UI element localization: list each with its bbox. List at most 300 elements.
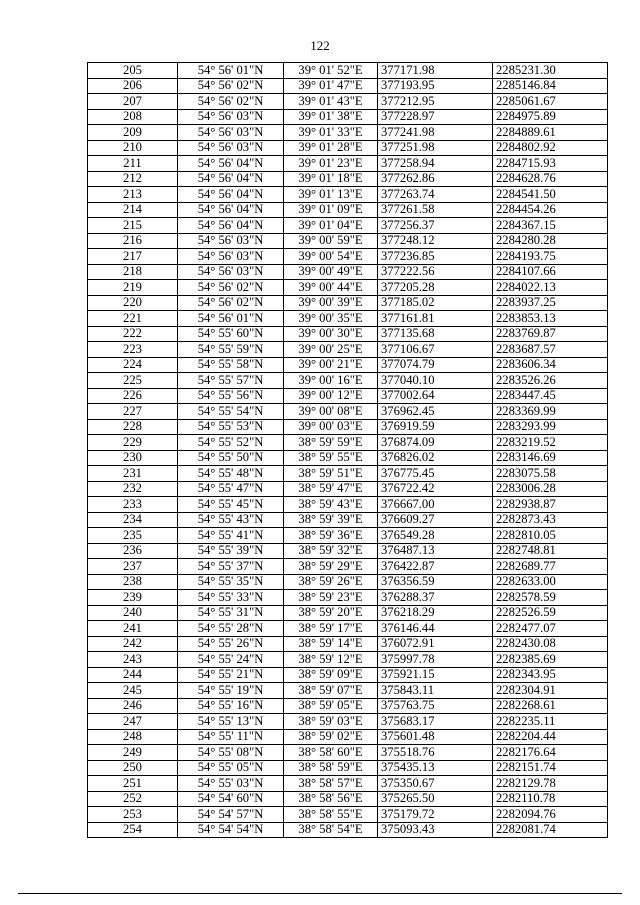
point-number-cell: 230: [88, 450, 178, 466]
table-row: [88, 729, 608, 745]
longitude-cell: 39° 01' 38"E: [284, 109, 378, 125]
x-coordinate-cell: 376072.91: [378, 636, 493, 652]
table-row: [88, 202, 608, 218]
y-coordinate-cell: 2284367.15: [493, 218, 608, 234]
point-number-cell: 227: [88, 404, 178, 420]
table-row: [88, 187, 608, 203]
latitude-cell: 54° 55' 58"N: [178, 357, 284, 373]
point-number-cell: 244: [88, 667, 178, 683]
x-coordinate-cell: 376218.29: [378, 605, 493, 621]
longitude-cell: 38° 58' 59"E: [284, 760, 378, 776]
longitude-cell: 38° 59' 20"E: [284, 605, 378, 621]
x-coordinate-cell: 375683.17: [378, 714, 493, 730]
bottom-rule: [18, 893, 622, 894]
longitude-cell: 39° 01' 13"E: [284, 187, 378, 203]
y-coordinate-cell: 2283853.13: [493, 311, 608, 327]
table-row: [88, 342, 608, 358]
table-row: [88, 218, 608, 234]
latitude-cell: 54° 56' 03"N: [178, 233, 284, 249]
longitude-cell: 38° 59' 51"E: [284, 466, 378, 482]
longitude-cell: 39° 01' 23"E: [284, 156, 378, 172]
x-coordinate-cell: 375997.78: [378, 652, 493, 668]
point-number-cell: 243: [88, 652, 178, 668]
longitude-cell: 39° 00' 44"E: [284, 280, 378, 296]
table-row: [88, 404, 608, 420]
point-number-cell: 252: [88, 791, 178, 807]
table-row: [88, 776, 608, 792]
latitude-cell: 54° 55' 52"N: [178, 435, 284, 451]
point-number-cell: 224: [88, 357, 178, 373]
table-row: [88, 559, 608, 575]
point-number-cell: 241: [88, 621, 178, 637]
longitude-cell: 39° 00' 54"E: [284, 249, 378, 265]
table-row: [88, 497, 608, 513]
point-number-cell: 254: [88, 822, 178, 838]
table-row: [88, 652, 608, 668]
table-row: [88, 295, 608, 311]
x-coordinate-cell: 376288.37: [378, 590, 493, 606]
longitude-cell: 39° 01' 18"E: [284, 171, 378, 187]
table-row: [88, 311, 608, 327]
x-coordinate-cell: 376722.42: [378, 481, 493, 497]
y-coordinate-cell: 2282689.77: [493, 559, 608, 575]
table-row: [88, 357, 608, 373]
table-row: [88, 373, 608, 389]
y-coordinate-cell: 2285231.30: [493, 63, 608, 79]
y-coordinate-cell: 2283006.28: [493, 481, 608, 497]
x-coordinate-cell: 376549.28: [378, 528, 493, 544]
longitude-cell: 39° 00' 03"E: [284, 419, 378, 435]
x-coordinate-cell: 376422.87: [378, 559, 493, 575]
latitude-cell: 54° 56' 04"N: [178, 202, 284, 218]
table-row: [88, 109, 608, 125]
table-row: [88, 822, 608, 838]
y-coordinate-cell: 2282385.69: [493, 652, 608, 668]
latitude-cell: 54° 55' 47"N: [178, 481, 284, 497]
latitude-cell: 54° 55' 24"N: [178, 652, 284, 668]
point-number-cell: 216: [88, 233, 178, 249]
longitude-cell: 38° 58' 56"E: [284, 791, 378, 807]
latitude-cell: 54° 54' 54"N: [178, 822, 284, 838]
y-coordinate-cell: 2283687.57: [493, 342, 608, 358]
longitude-cell: 38° 58' 54"E: [284, 822, 378, 838]
y-coordinate-cell: 2282110.78: [493, 791, 608, 807]
x-coordinate-cell: 377212.95: [378, 94, 493, 110]
table-row: [88, 512, 608, 528]
longitude-cell: 39° 00' 49"E: [284, 264, 378, 280]
point-number-cell: 240: [88, 605, 178, 621]
table-row: [88, 605, 608, 621]
point-number-cell: 247: [88, 714, 178, 730]
latitude-cell: 54° 56' 04"N: [178, 187, 284, 203]
y-coordinate-cell: 2283447.45: [493, 388, 608, 404]
x-coordinate-cell: 377251.98: [378, 140, 493, 156]
table-row: [88, 233, 608, 249]
y-coordinate-cell: 2282748.81: [493, 543, 608, 559]
y-coordinate-cell: 2282268.61: [493, 698, 608, 714]
point-number-cell: 218: [88, 264, 178, 280]
latitude-cell: 54° 55' 19"N: [178, 683, 284, 699]
y-coordinate-cell: 2282477.07: [493, 621, 608, 637]
point-number-cell: 239: [88, 590, 178, 606]
y-coordinate-cell: 2285146.84: [493, 78, 608, 94]
latitude-cell: 54° 55' 43"N: [178, 512, 284, 528]
y-coordinate-cell: 2283293.99: [493, 419, 608, 435]
y-coordinate-cell: 2283219.52: [493, 435, 608, 451]
latitude-cell: 54° 56' 04"N: [178, 156, 284, 172]
x-coordinate-cell: 377262.86: [378, 171, 493, 187]
latitude-cell: 54° 56' 03"N: [178, 125, 284, 141]
latitude-cell: 54° 55' 11"N: [178, 729, 284, 745]
point-number-cell: 232: [88, 481, 178, 497]
longitude-cell: 39° 00' 12"E: [284, 388, 378, 404]
x-coordinate-cell: 377074.79: [378, 357, 493, 373]
x-coordinate-cell: 377256.37: [378, 218, 493, 234]
point-number-cell: 238: [88, 574, 178, 590]
x-coordinate-cell: 377185.02: [378, 295, 493, 311]
latitude-cell: 54° 55' 54"N: [178, 404, 284, 420]
table-row: [88, 466, 608, 482]
table-row: [88, 450, 608, 466]
latitude-cell: 54° 56' 04"N: [178, 171, 284, 187]
longitude-cell: 38° 59' 02"E: [284, 729, 378, 745]
longitude-cell: 38° 59' 32"E: [284, 543, 378, 559]
point-number-cell: 225: [88, 373, 178, 389]
longitude-cell: 39° 01' 43"E: [284, 94, 378, 110]
x-coordinate-cell: 377248.12: [378, 233, 493, 249]
latitude-cell: 54° 55' 39"N: [178, 543, 284, 559]
y-coordinate-cell: 2282151.74: [493, 760, 608, 776]
x-coordinate-cell: 377261.58: [378, 202, 493, 218]
latitude-cell: 54° 55' 37"N: [178, 559, 284, 575]
y-coordinate-cell: 2282633.00: [493, 574, 608, 590]
x-coordinate-cell: 377002.64: [378, 388, 493, 404]
point-number-cell: 246: [88, 698, 178, 714]
longitude-cell: 38° 59' 12"E: [284, 652, 378, 668]
point-number-cell: 215: [88, 218, 178, 234]
table-row: [88, 140, 608, 156]
latitude-cell: 54° 55' 33"N: [178, 590, 284, 606]
table-row: [88, 714, 608, 730]
longitude-cell: 38° 59' 09"E: [284, 667, 378, 683]
y-coordinate-cell: 2282129.78: [493, 776, 608, 792]
table-row: [88, 249, 608, 265]
point-number-cell: 223: [88, 342, 178, 358]
table-row: [88, 543, 608, 559]
latitude-cell: 54° 55' 45"N: [178, 497, 284, 513]
point-number-cell: 208: [88, 109, 178, 125]
x-coordinate-cell: 375093.43: [378, 822, 493, 838]
y-coordinate-cell: 2284975.89: [493, 109, 608, 125]
y-coordinate-cell: 2284541.50: [493, 187, 608, 203]
y-coordinate-cell: 2282176.64: [493, 745, 608, 761]
point-number-cell: 237: [88, 559, 178, 575]
x-coordinate-cell: 377258.94: [378, 156, 493, 172]
x-coordinate-cell: 376667.00: [378, 497, 493, 513]
point-number-cell: 249: [88, 745, 178, 761]
y-coordinate-cell: 2285061.67: [493, 94, 608, 110]
latitude-cell: 54° 55' 35"N: [178, 574, 284, 590]
latitude-cell: 54° 56' 01"N: [178, 63, 284, 79]
longitude-cell: 38° 59' 43"E: [284, 497, 378, 513]
table-row: [88, 621, 608, 637]
x-coordinate-cell: 377228.97: [378, 109, 493, 125]
point-number-cell: 242: [88, 636, 178, 652]
table-row: [88, 590, 608, 606]
x-coordinate-cell: 375763.75: [378, 698, 493, 714]
y-coordinate-cell: 2283369.99: [493, 404, 608, 420]
longitude-cell: 39° 01' 04"E: [284, 218, 378, 234]
x-coordinate-cell: 376487.13: [378, 543, 493, 559]
longitude-cell: 39° 00' 21"E: [284, 357, 378, 373]
point-number-cell: 217: [88, 249, 178, 265]
x-coordinate-cell: 376356.59: [378, 574, 493, 590]
table-row: [88, 683, 608, 699]
latitude-cell: 54° 55' 60"N: [178, 326, 284, 342]
longitude-cell: 38° 59' 36"E: [284, 528, 378, 544]
y-coordinate-cell: 2283606.34: [493, 357, 608, 373]
table-row: [88, 264, 608, 280]
y-coordinate-cell: 2284280.28: [493, 233, 608, 249]
table-row: [88, 63, 608, 79]
latitude-cell: 54° 55' 53"N: [178, 419, 284, 435]
latitude-cell: 54° 56' 01"N: [178, 311, 284, 327]
longitude-cell: 39° 00' 59"E: [284, 233, 378, 249]
x-coordinate-cell: 375350.67: [378, 776, 493, 792]
x-coordinate-cell: 377193.95: [378, 78, 493, 94]
latitude-cell: 54° 55' 31"N: [178, 605, 284, 621]
table-row: [88, 125, 608, 141]
longitude-cell: 38° 59' 39"E: [284, 512, 378, 528]
point-number-cell: 248: [88, 729, 178, 745]
latitude-cell: 54° 55' 41"N: [178, 528, 284, 544]
latitude-cell: 54° 56' 02"N: [178, 94, 284, 110]
latitude-cell: 54° 56' 02"N: [178, 280, 284, 296]
y-coordinate-cell: 2284454.26: [493, 202, 608, 218]
point-number-cell: 210: [88, 140, 178, 156]
point-number-cell: 231: [88, 466, 178, 482]
y-coordinate-cell: 2282343.95: [493, 667, 608, 683]
y-coordinate-cell: 2283075.58: [493, 466, 608, 482]
latitude-cell: 54° 55' 26"N: [178, 636, 284, 652]
y-coordinate-cell: 2282873.43: [493, 512, 608, 528]
longitude-cell: 39° 00' 16"E: [284, 373, 378, 389]
latitude-cell: 54° 54' 57"N: [178, 807, 284, 823]
table-row: [88, 636, 608, 652]
point-number-cell: 222: [88, 326, 178, 342]
table-row: [88, 94, 608, 110]
y-coordinate-cell: 2282938.87: [493, 497, 608, 513]
longitude-cell: 38° 59' 17"E: [284, 621, 378, 637]
latitude-cell: 54° 56' 02"N: [178, 78, 284, 94]
point-number-cell: 220: [88, 295, 178, 311]
longitude-cell: 39° 01' 33"E: [284, 125, 378, 141]
y-coordinate-cell: 2282430.08: [493, 636, 608, 652]
latitude-cell: 54° 56' 03"N: [178, 140, 284, 156]
y-coordinate-cell: 2283937.25: [493, 295, 608, 311]
y-coordinate-cell: 2283769.87: [493, 326, 608, 342]
point-number-cell: 207: [88, 94, 178, 110]
coordinates-table-body: [88, 63, 608, 838]
latitude-cell: 54° 56' 03"N: [178, 264, 284, 280]
latitude-cell: 54° 55' 50"N: [178, 450, 284, 466]
latitude-cell: 54° 55' 13"N: [178, 714, 284, 730]
point-number-cell: 219: [88, 280, 178, 296]
table-row: [88, 667, 608, 683]
y-coordinate-cell: 2282235.11: [493, 714, 608, 730]
page-number: 122: [310, 38, 330, 53]
longitude-cell: 38° 58' 57"E: [284, 776, 378, 792]
longitude-cell: 39° 01' 28"E: [284, 140, 378, 156]
point-number-cell: 228: [88, 419, 178, 435]
x-coordinate-cell: 376609.27: [378, 512, 493, 528]
table-row: [88, 388, 608, 404]
y-coordinate-cell: 2284889.61: [493, 125, 608, 141]
latitude-cell: 54° 56' 03"N: [178, 249, 284, 265]
table-row: [88, 760, 608, 776]
latitude-cell: 54° 56' 02"N: [178, 295, 284, 311]
y-coordinate-cell: 2284802.92: [493, 140, 608, 156]
latitude-cell: 54° 55' 05"N: [178, 760, 284, 776]
y-coordinate-cell: 2284628.76: [493, 171, 608, 187]
point-number-cell: 206: [88, 78, 178, 94]
longitude-cell: 38° 58' 55"E: [284, 807, 378, 823]
x-coordinate-cell: 377263.74: [378, 187, 493, 203]
x-coordinate-cell: 375518.76: [378, 745, 493, 761]
table-row: [88, 574, 608, 590]
longitude-cell: 39° 01' 47"E: [284, 78, 378, 94]
table-row: [88, 326, 608, 342]
point-number-cell: 245: [88, 683, 178, 699]
latitude-cell: 54° 55' 21"N: [178, 667, 284, 683]
y-coordinate-cell: 2282526.59: [493, 605, 608, 621]
y-coordinate-cell: 2282081.74: [493, 822, 608, 838]
x-coordinate-cell: 376962.45: [378, 404, 493, 420]
point-number-cell: 251: [88, 776, 178, 792]
point-number-cell: 253: [88, 807, 178, 823]
longitude-cell: 39° 00' 35"E: [284, 311, 378, 327]
longitude-cell: 38° 59' 03"E: [284, 714, 378, 730]
table-row: [88, 807, 608, 823]
y-coordinate-cell: 2284715.93: [493, 156, 608, 172]
point-number-cell: 212: [88, 171, 178, 187]
point-number-cell: 214: [88, 202, 178, 218]
y-coordinate-cell: 2284022.13: [493, 280, 608, 296]
point-number-cell: 250: [88, 760, 178, 776]
x-coordinate-cell: 376919.59: [378, 419, 493, 435]
table-row: [88, 171, 608, 187]
point-number-cell: 236: [88, 543, 178, 559]
y-coordinate-cell: 2284107.66: [493, 264, 608, 280]
table-row: [88, 156, 608, 172]
longitude-cell: 38° 59' 07"E: [284, 683, 378, 699]
x-coordinate-cell: 376775.45: [378, 466, 493, 482]
y-coordinate-cell: 2282810.05: [493, 528, 608, 544]
longitude-cell: 38° 59' 29"E: [284, 559, 378, 575]
latitude-cell: 54° 55' 08"N: [178, 745, 284, 761]
table-row: [88, 419, 608, 435]
table-row: [88, 78, 608, 94]
x-coordinate-cell: 375179.72: [378, 807, 493, 823]
table-row: [88, 791, 608, 807]
longitude-cell: 39° 00' 39"E: [284, 295, 378, 311]
table-row: [88, 280, 608, 296]
x-coordinate-cell: 376874.09: [378, 435, 493, 451]
longitude-cell: 38° 59' 26"E: [284, 574, 378, 590]
point-number-cell: 233: [88, 497, 178, 513]
latitude-cell: 54° 55' 16"N: [178, 698, 284, 714]
point-number-cell: 205: [88, 63, 178, 79]
longitude-cell: 38° 59' 47"E: [284, 481, 378, 497]
table-row: [88, 481, 608, 497]
x-coordinate-cell: 377236.85: [378, 249, 493, 265]
x-coordinate-cell: 377171.98: [378, 63, 493, 79]
y-coordinate-cell: 2282578.59: [493, 590, 608, 606]
coordinates-table: [87, 62, 608, 838]
latitude-cell: 54° 56' 04"N: [178, 218, 284, 234]
latitude-cell: 54° 55' 59"N: [178, 342, 284, 358]
y-coordinate-cell: 2282204.44: [493, 729, 608, 745]
longitude-cell: 38° 58' 60"E: [284, 745, 378, 761]
table-row: [88, 698, 608, 714]
x-coordinate-cell: 377161.81: [378, 311, 493, 327]
x-coordinate-cell: 377040.10: [378, 373, 493, 389]
longitude-cell: 39° 00' 08"E: [284, 404, 378, 420]
point-number-cell: 209: [88, 125, 178, 141]
x-coordinate-cell: 376826.02: [378, 450, 493, 466]
x-coordinate-cell: 377222.56: [378, 264, 493, 280]
latitude-cell: 54° 55' 48"N: [178, 466, 284, 482]
longitude-cell: 39° 00' 30"E: [284, 326, 378, 342]
y-coordinate-cell: 2283146.69: [493, 450, 608, 466]
longitude-cell: 38° 59' 14"E: [284, 636, 378, 652]
y-coordinate-cell: 2282304.91: [493, 683, 608, 699]
y-coordinate-cell: 2283526.26: [493, 373, 608, 389]
latitude-cell: 54° 54' 60"N: [178, 791, 284, 807]
point-number-cell: 213: [88, 187, 178, 203]
latitude-cell: 54° 56' 03"N: [178, 109, 284, 125]
point-number-cell: 229: [88, 435, 178, 451]
longitude-cell: 38° 59' 59"E: [284, 435, 378, 451]
latitude-cell: 54° 55' 56"N: [178, 388, 284, 404]
x-coordinate-cell: 375921.15: [378, 667, 493, 683]
table-row: [88, 435, 608, 451]
longitude-cell: 38° 59' 55"E: [284, 450, 378, 466]
table-row: [88, 745, 608, 761]
x-coordinate-cell: 377106.67: [378, 342, 493, 358]
point-number-cell: 235: [88, 528, 178, 544]
table-row: [88, 528, 608, 544]
longitude-cell: 39° 01' 52"E: [284, 63, 378, 79]
x-coordinate-cell: 377135.68: [378, 326, 493, 342]
point-number-cell: 234: [88, 512, 178, 528]
x-coordinate-cell: 377241.98: [378, 125, 493, 141]
x-coordinate-cell: 375601.48: [378, 729, 493, 745]
x-coordinate-cell: 377205.28: [378, 280, 493, 296]
longitude-cell: 39° 01' 09"E: [284, 202, 378, 218]
longitude-cell: 38° 59' 05"E: [284, 698, 378, 714]
longitude-cell: 38° 59' 23"E: [284, 590, 378, 606]
point-number-cell: 211: [88, 156, 178, 172]
x-coordinate-cell: 376146.44: [378, 621, 493, 637]
x-coordinate-cell: 375265.50: [378, 791, 493, 807]
latitude-cell: 54° 55' 03"N: [178, 776, 284, 792]
point-number-cell: 226: [88, 388, 178, 404]
latitude-cell: 54° 55' 57"N: [178, 373, 284, 389]
y-coordinate-cell: 2282094.76: [493, 807, 608, 823]
y-coordinate-cell: 2284193.75: [493, 249, 608, 265]
longitude-cell: 39° 00' 25"E: [284, 342, 378, 358]
